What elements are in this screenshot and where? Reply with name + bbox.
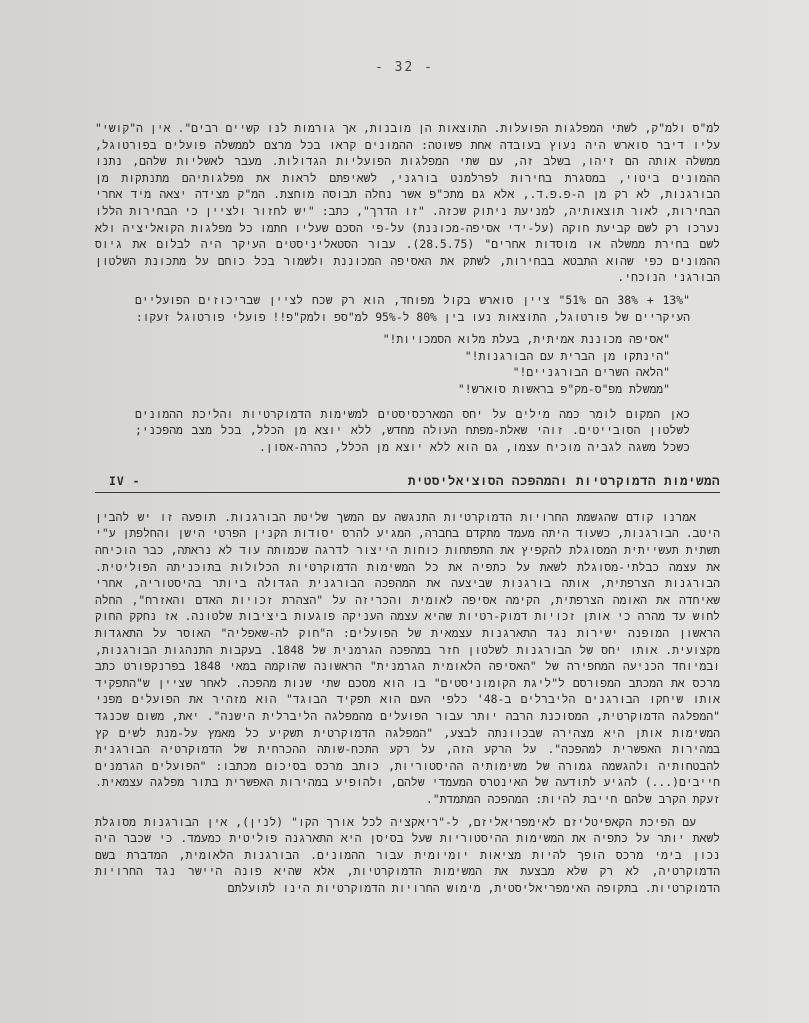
page-number: - 32 -	[375, 60, 434, 75]
paragraph-2: כאן המקום לומר כמה מילים על יחס המארכסיסטים למשימות הדמוקרטיות והליכת ההמונים לשלטון הסובייטים. זוהי שאלת-מפתח העולה מחדש, ללא יוצא מן הכלל, בכל מצב מהפכני; כשכל משגה לגביה מוכיח עצמו, גם הוא ללא יוצא מן הכלל, כהרה-אסון.	[135, 406, 690, 454]
section-title: המשימות הדמוקרטיות והמהפכה הסוציאליסטית	[407, 473, 720, 489]
section-heading	[95, 473, 720, 493]
slogan-item: "אסיפה מכוננת אמיתית, בעלת מלוא הסמכויות!"	[382, 332, 670, 347]
page-body	[95, 120, 720, 903]
section-paragraph-2: עם הפיכת הקאפיטליזם לאימפריאליזם, ל-"ריאקציה לכל אורך הקו" (לנין), אין הבורגנות מסוגלת לשאת יותר על כתפיה את המשימות ההיסטוריות שעל בסיסן היא התארגנה פוליטית כמעמד. כי שכבר היה נכון בימי מרכס הופך להיות מציאות יומיומית עבור ההמונים. הבורגנות הלאומית, המדברת בשם הדמוקרטיה, לא רק שלא מבצעת את המשימות הדמוקרטיות, אלא שהיא פונה היישר נגד החרויות הדמוקרטיות. בתקופה האימפריאליסטית, מימוש החרויות הדמוקרטיות הינו לתועלתם	[95, 814, 720, 895]
section-number: IV -	[109, 474, 141, 489]
slogan-item: "הלאה השרים הבורגניים!"	[512, 365, 670, 380]
slogan-list	[95, 331, 670, 397]
slogan-item: "ממשלת מפ"ס-מק"פ בראשות סוארש!"	[457, 381, 670, 396]
slogan-item: "הינתקו מן הברית עם הבורגנות!"	[464, 348, 670, 363]
section-paragraph-1: אמרנו קודם שהגשמת החרויות הדמוקרטיות התנגשה עם המשך שליטת הבורגנות. תופעה זו יש להבין היטב. הבורגנות, כשעוד היתה מעמד מתקדם בחברה, המגיע להרס יסודות הקנין הפרטי הישן והחלפתן ע"י תשתית תעשייתית המסוגלת להקפיץ את התפתחות כוחות הייצור לדרגה שכמותה עוד לא נראתה, כבר הוכיחה את עצמה כבלתי-מסוגלת לשאת על כתפיה את כל המשימות הדמוקרטיות הכלולות בתוכניתה הפוליטית. הבורגנות הצרפתית, אותה בורגנות שביצעה את המהפכה הבורגנית הגדולה ביותר בהיסטוריה, אחרי שאיחדה את האומה הצרפתית, הקימה אסיפה לאומית והכריזה על "הצהרת זכויות האדם והאזרח", החלה לחוש עד מהרה כי אותן זכויות דמוק-רטיות שהיא עצמה העניקה פוגעות ביציבות שלטונה. אז נחקק החוק הראשון המופנה ישירות נגד התארגנות עצמאית של הפועלים: ה"חוק לה-שאפליה" האוסר על התאגדות מקצועית. אותו יחס של הבורגנות לשלטון חזר במהפכה הגרמנית של 1848. בעקבות התנהגות הבורגנות, ובמיוחד הכניעה המחפירה של "האסיפה הלאומית הגרמנית" הראשונה שהוקמה במאי 1848 בפרנקפורט כתב מרכס את המכתב המפורסם ל"ליגת הקומוניסטים" בו הוא מסכם שתי שנות מהפכה. לאחר שציין ש"התפקיד אותו שיחקו הבורגנים הליברלים ב-48' כלפי העם הוא תפקיד הבוגד" הוא מזהיר את הפועלים מפני "המפלגה הדמוקרטית, המסוכנת הרבה יותר עבור הפועלים מהמפלגה הליברלית הישנה". יאת, משום שכנגד המשימות אותן היא מצהירה שבכוונתה לבצע, "המפלגה הדמוקרטית תשקיע כל מאמץ על-מנת לשים קץ במהירות האפשרית למהפכה". על הרקע הזה, על רקע התכח-שותה ההכרחית של הדמוקרטיה הבורגנית להבטחותיה ולהגשמה גמורה של משימותיה ההיסטוריות, כותב מרכס בסיכום מכתבו: "הפועלים הגרמנים חייבים(...) להגיע לתודעה של האינטרס המעמדי שלהם, ולהופיע במהירות האפשרית בתור מפלגה עצמאית. זעקת הקרב שלהם חייבת להיות: המהפכה המתמדת".	[95, 509, 720, 806]
paragraph-quote-intro: "13% + 38% הם 51%" ציין סוארש בקול מפוחד, הוא רק שכח לציין שבריכוזים הפועליים העיקריים של פורטוגל, התוצאות נעו בין 80% ל-95% למ"ספ ולמק"פ!! פועלי פורטוגל זעקו:	[135, 292, 690, 324]
paragraph-1: למ"ס ולמ"ק, לשתי המפלגות הפועלות. התוצאות הן מובנות, אך גורמות לנו קשיים רבים". אין ה"קושי" עליו דיבר סוארש היה נעוץ בעובדה אחת פשוטה: ההמונים קראו בכל מרצם לממשלה פועלים בפורטוגל, ממשלה אותה הם זיהו, בשלב זה, עם שתי המפלגות הפועליות הגדולות. מעבר לאשליות שלהם, נתנו ההמונים ביטוי, במסגרת בחירות לפרלמנט בורגני, לשאיפתם לראות את מפלגותיהם מתנתקות מן הבורגנות, לא רק מן ה-פ.פ.ד., אלא גם מתכ"פ אשר נחלה תבוסה מוחצת. המ"ק מצידה יצאה מיד אחרי הבחירות, לאור תוצאותיה, למניעת ניתוק שכזה. "זו הדרך", כתב: "יש לחזור ולציין כי הבחירות הללו נערכו רק לשם קביעת חוקה (על-ידי אסיפה-מכוננת) על-פי הסכם שעליו חתמו כל מפלגות הקואליציה ולא לשם בחירת ממשלה או מוסדות אחרים" (28.5.75). עבור הסטאליניסטים העיקר היה לבלום את גיוס ההמונים כפי שהוא התבטא בבחירות, לשתק את האסיפה המכוננת ולשמור בכל כוחם על מתכונת השלטון הבורגני הנוכחי.	[95, 121, 720, 285]
